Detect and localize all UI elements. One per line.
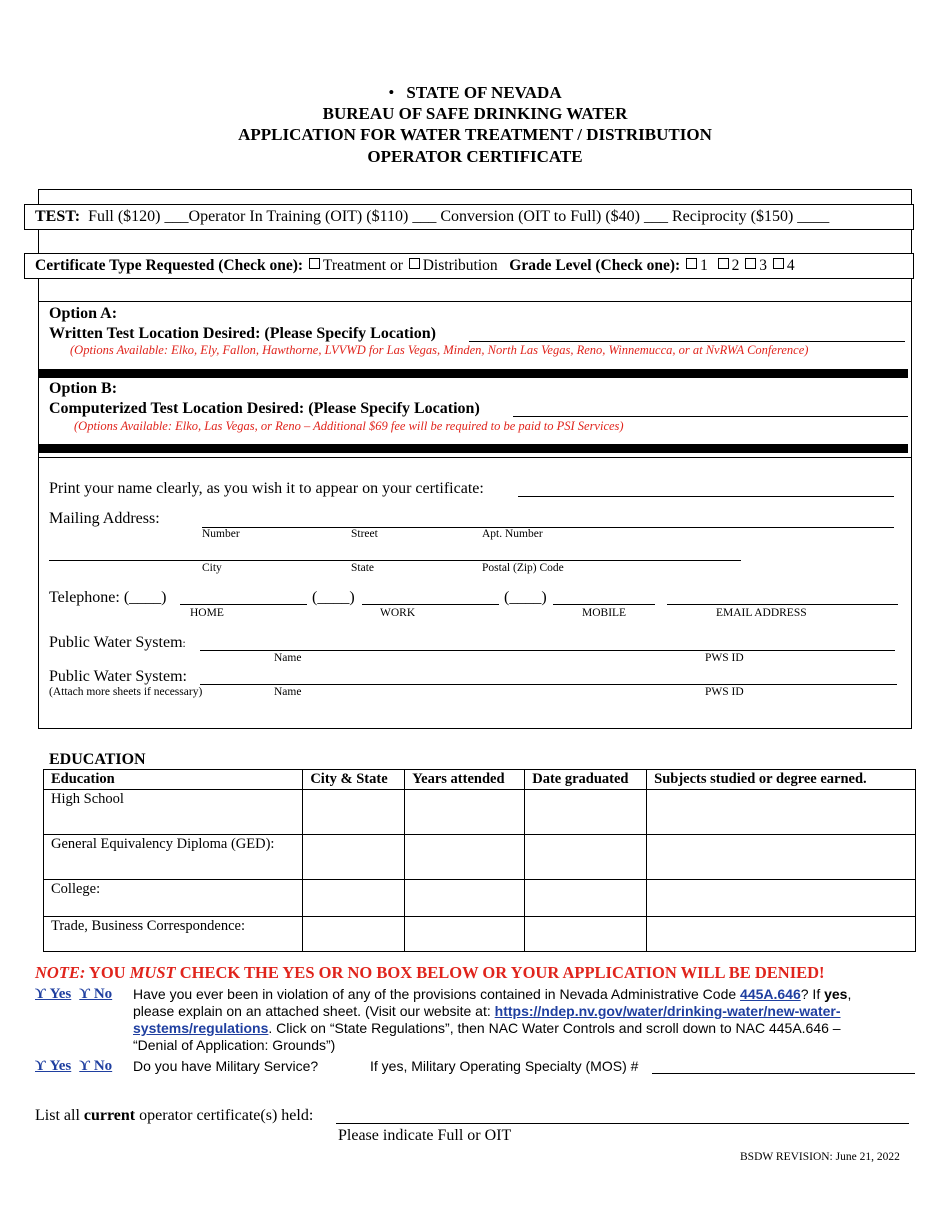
education-title: EDUCATION [49,751,146,768]
mos-field[interactable] [652,1073,915,1074]
table-row [44,790,916,835]
work-phone-field[interactable] [362,604,499,605]
cell-input[interactable] [525,880,647,917]
title-line-2: BUREAU OF SAFE DRINKING WATER [322,104,628,123]
cell-input[interactable] [647,835,916,880]
certificate-row: Certificate Type Requested (Check one): Treatment or Distribution Grade Level (Check one): 1 2 3 4 [24,253,914,279]
pws-2-field[interactable] [200,684,897,685]
city-label: City [202,562,222,574]
q2-yes-checkbox[interactable]: ϒ Yes [35,1058,72,1074]
mobile-area-code: (____) [504,589,547,606]
col-date: Date graduated [525,770,647,790]
table-row [44,880,916,917]
mailing-address-line1-field[interactable] [202,527,894,528]
option-a-note: (Options Available: Elko, Ely, Fallon, Hawthorne, LVVWD for Las Vegas, Minden, North Las Vegas, Reno, Winnemucca, or at NvRWA Conference) [70,343,809,357]
col-education: Education [44,770,303,790]
telephone-label: Telephone: (____) [49,589,167,606]
option-b-note: (Options Available: Elko, Las Vegas, or Reno – Additional $69 fee will be required to be paid to PSI Services) [74,419,624,433]
cell-input[interactable] [647,917,916,952]
home-phone-field[interactable] [180,604,307,605]
warning-note: NOTE: YOU MUST CHECK THE YES OR NO BOX BELOW OR YOUR APPLICATION WILL BE DENIED! [35,963,825,982]
street-label: Street [351,528,378,540]
full-or-oit-note: Please indicate Full or OIT [338,1127,512,1144]
table-row [44,835,916,880]
pws-2-name-label: Name [274,686,302,698]
title-line-4: OPERATOR CERTIFICATE [367,147,583,166]
treatment-checkbox[interactable] [309,258,320,269]
written-location-field[interactable] [469,341,905,342]
grade-4-checkbox[interactable] [773,258,784,269]
col-years: Years attended [405,770,525,790]
education-table [43,769,916,952]
work-area-code: (____) [312,589,355,606]
row-label: College: [44,880,303,917]
spacer-box-1 [38,189,912,205]
option-a-row: Written Test Location Desired: (Please Specify Location) [49,325,436,342]
q2-yes-no [35,1057,112,1075]
option-b-title: Option B: [49,380,118,397]
cell-input[interactable] [303,790,405,835]
certificates-held-field[interactable] [336,1123,909,1124]
mobile-label: MOBILE [582,607,627,619]
certificates-held-label: List all current operator certificate(s) held: [35,1107,314,1124]
regulations-link[interactable]: https://ndep.nv.gov/water/drinking-water/new-water- [494,1003,841,1019]
revision-date: BSDW REVISION: June 21, 2022 [740,1151,900,1163]
pws-2-id-label: PWS ID [705,686,744,698]
spacer-box-3 [38,278,912,302]
computerized-location-field[interactable] [513,416,908,417]
test-row: TEST: Full ($120) ___Operator In Training (OIT) ($110) ___ Conversion (OIT to Full) ($40) ___ Reciprocity ($150) ____ [24,204,914,230]
mos-label: If yes, Military Operating Specialty (MOS) # [370,1058,639,1074]
row-label: High School [44,790,303,835]
q1-text: Have you ever been in violation of any of the provisions contained in Nevada Administrative Code 445A.646? If yes, please explain on an attached sheet. (Visit our website at: https://ndep.nv.gov/water/drinking-water/new-water- systems/regulations. Click on “State Regulations”, then NAC Water Controls and scroll down to NAC 445A.646 – “Denial of Application: Grounds”) [133,986,852,1053]
pws-1-name-label: Name [274,652,302,664]
cell-input[interactable] [405,790,525,835]
cell-input[interactable] [525,790,647,835]
divider-bar-1 [38,369,908,378]
q1-no-checkbox[interactable]: ϒ No [79,986,113,1002]
col-city-state: City & State [303,770,405,790]
attach-note: (Attach more sheets if necessary) [49,686,203,698]
table-row [44,917,916,952]
title-line-3: APPLICATION FOR WATER TREATMENT / DISTRIBUTION [238,125,712,144]
military-question: Do you have Military Service? [133,1058,319,1074]
name-prompt: Print your name clearly, as you wish it to appear on your certificate: [49,480,484,497]
cell-input[interactable] [525,917,647,952]
spacer-box-2 [38,229,912,254]
pws-1-field[interactable] [200,650,895,651]
mailing-address-line2-field[interactable] [49,560,741,561]
distribution-checkbox[interactable] [409,258,420,269]
zip-label: Postal (Zip) Code [482,562,564,574]
mailing-address-label: Mailing Address: [49,510,160,527]
q2-no-checkbox[interactable]: ϒ No [79,1058,113,1074]
cell-input[interactable] [405,880,525,917]
grade-2-checkbox[interactable] [718,258,729,269]
number-label: Number [202,528,240,540]
work-label: WORK [380,607,416,619]
mobile-phone-field[interactable] [553,604,655,605]
email-label: EMAIL ADDRESS [716,607,807,619]
cell-input[interactable] [303,880,405,917]
cell-input[interactable] [303,917,405,952]
cell-input[interactable] [525,835,647,880]
option-a-title: Option A: [49,305,118,322]
test-options[interactable]: Full ($120) ___Operator In Training (OIT) ($110) ___ Conversion (OIT to Full) ($40) ___ Reciprocity ($150) ____ [88,208,830,225]
home-label: HOME [190,607,224,619]
cell-input[interactable] [405,835,525,880]
cell-input[interactable] [405,917,525,952]
cell-input[interactable] [303,835,405,880]
name-field[interactable] [518,496,894,497]
row-label: General Equivalency Diploma (GED): [44,835,303,880]
row-label: Trade, Business Correspondence: [44,917,303,952]
option-b-row: Computerized Test Location Desired: (Please Specify Location) [49,400,480,417]
grade-3-checkbox[interactable] [745,258,756,269]
education-header-row [44,770,916,790]
q1-yes-no [35,985,112,1003]
bullet: • [388,83,395,102]
regulations-link-cont[interactable]: systems/regulations [133,1020,269,1036]
apt-label: Apt. Number [482,528,543,540]
grade-1-checkbox[interactable] [686,258,697,269]
cell-input[interactable] [647,790,916,835]
email-field[interactable] [667,604,898,605]
pws-2-label: Public Water System: [49,668,187,685]
pws-1-id-label: PWS ID [705,652,744,664]
divider-bar-2 [38,444,908,453]
title-line-1: • STATE OF NEVADA [388,83,562,102]
col-subjects: Subjects studied or degree earned. [647,770,916,790]
pws-1-label: Public Water System: [49,634,186,651]
q1-yes-checkbox[interactable]: ϒ Yes [35,986,72,1002]
cell-input[interactable] [647,880,916,917]
state-label: State [351,562,374,574]
nac-445a646-link[interactable]: 445A.646 [740,986,801,1002]
